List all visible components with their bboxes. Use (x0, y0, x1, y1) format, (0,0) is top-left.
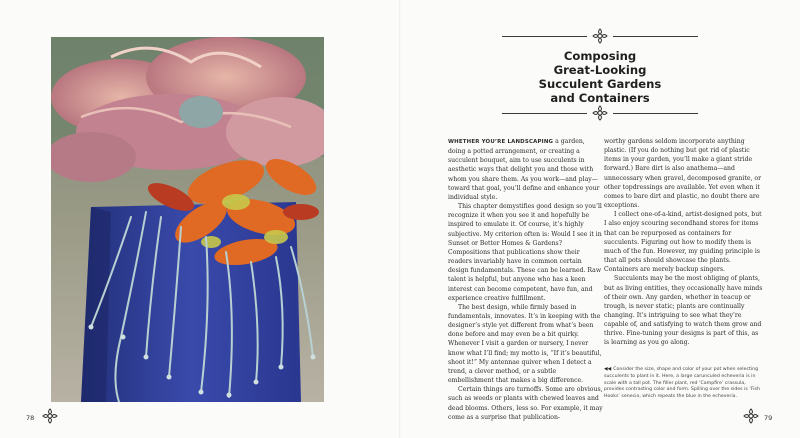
flower-ornament-icon (42, 408, 58, 424)
flower-ornament-icon (592, 28, 608, 44)
photo-caption (604, 367, 762, 401)
body-column-1 (448, 137, 604, 422)
caption-text: Consider the size, shape and color of your pot when selecting succulents to plant in it. Here, a large carunculed echeveria is in scale with a tall pot. The filler plant, red ‘Campfire’ crassula, provides contrasting color and form. Spilling over the sides is ‘Fish Hooks’ senecio, which repeats the blue in the echeveria. (604, 367, 760, 400)
heading-rule-bottom-left (502, 113, 587, 114)
succulent-photo (51, 37, 324, 402)
page-number-left: 78 (26, 414, 35, 422)
paragraph-text: a garden, doing a potted arrangement, or creating a succulent bouquet, aim to use succulents in aesthetic ways that delight you and those with whom you share them. As you work—and play—toward that goal, you’ll define and enhance your individual style. (448, 138, 600, 201)
body-paragraph: The best design, while firmly based in fundamentals, innovates. It’s in keeping with the designer’s style yet different from what’s been done before and may even be a bit quirky. Whenever I visit a garden or nursery, I never know what I’ll find; my motto is, “If it’s beautiful, shoot it!” My antennae quiver when I detect a trend, a clever method, or a subtle embellishment that makes a big difference. (448, 303, 602, 385)
caption-arrow-icon: ◀◀ (604, 367, 612, 372)
body-paragraph: Succulents may be the most obliging of plants, but as living entities, they occasionally have minds of their own. Any garden, whether in teacup or trough, is never static; plants are continually changing. It’s intriguing to see what they’re capable of, and satisfying to watch them grow and thrive. Fine-tuning your designs is part of this, as is learning as you go along. (604, 275, 763, 347)
page-number-right: 79 (764, 414, 773, 422)
body-paragraph (448, 137, 604, 202)
flower-ornament-icon (743, 408, 759, 424)
body-paragraph: This chapter demystifies good design so you’ll recognize it when you see it and hopefully be inspired to emulate it. Of course, it’s highly subjective. My criterion often is: Would I see it in Sunset or Better Homes & Gardens? Compositions that publications show their readers invariably have in common certain design fundamentals. These can be learned. Raw talent is helpful, but anyone who has a keen interest can become competent, have fun, and experience creative fulfillment. (448, 203, 602, 302)
body-paragraph: I collect one-of-a-kind, artist-designed pots, but I also enjoy scouring secondhand stores for items that can be repurposed as containers for succulents. Figuring out how to modify them is much of the fun. However, my guiding principle is that all pots should showcase the plants. Containers are merely backup singers. (604, 211, 762, 274)
chapter-title-line-2: Great-Looking (553, 63, 647, 77)
chapter-title (500, 49, 700, 105)
heading-rule-top-right (613, 36, 698, 37)
chapter-title-line-3: Succulent Gardens (538, 77, 662, 91)
heading-rule-top-left (502, 36, 587, 37)
gutter-shadow (399, 0, 401, 438)
chapter-title-line-1: Composing (563, 49, 637, 63)
flower-ornament-icon (592, 105, 608, 121)
body-column-2 (604, 137, 764, 348)
heading-rule-bottom-right (613, 113, 698, 114)
body-paragraph: Certain things are turnoffs. Some are obvious, such as weeds or plants with chewed leaves and dead blooms. Others, less so. For example, it may come as a surprise that publication- (448, 386, 603, 421)
body-paragraph: worthy gardens seldom incorporate anything plastic. (If you do nothing but get rid of plastic items in your garden, you’ll make a giant stride forward.) Bare dirt is also anathema—and unnecessary when gravel, decomposed granite, or other topdressings are available. Yet even when it comes to bare dirt and plastic, no doubt there are exceptions. (604, 138, 762, 210)
lead-in-caps: WHETHER YOU’RE LANDSCAPING (448, 139, 554, 145)
chapter-title-line-4: and Containers (550, 91, 650, 105)
